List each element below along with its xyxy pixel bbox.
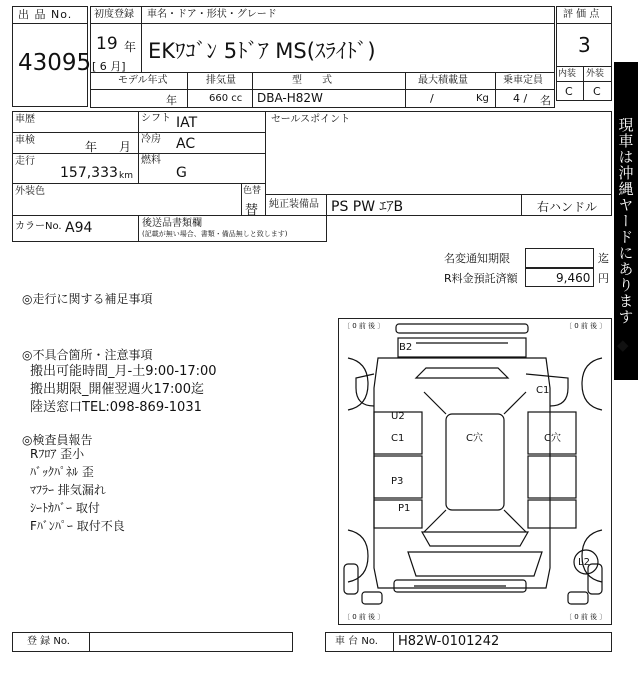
color-no-value: A94 xyxy=(65,220,93,236)
displacement: 660 cc xyxy=(209,93,243,104)
interior-label: 内装 xyxy=(558,69,577,79)
mileage-unit: km xyxy=(119,171,133,181)
capacity-label: 乗車定員 xyxy=(503,75,543,86)
aftermarket-label: 後送品書類欄 xyxy=(142,218,202,229)
reg-no-box xyxy=(89,632,293,652)
corner-label-top-right: 〔 0 前 後 〕 xyxy=(565,322,607,330)
color-no-label: カラーNo. xyxy=(15,221,62,232)
capacity: 4 / xyxy=(513,92,528,105)
corner-label-bottom-left: 〔 0 前 後 〕 xyxy=(343,613,385,621)
inspector-line: Fﾊﾞﾝﾊﾟｰ 取付不良 xyxy=(30,519,125,533)
mark-c-hole-right: C穴 xyxy=(544,433,561,444)
inspector-line: ｼｰﾄｶﾊﾞｰ 取付 xyxy=(30,501,100,515)
name-change-label: 名変通知期限 xyxy=(444,252,510,265)
recycle-unit: 円 xyxy=(598,272,609,285)
exterior-grade: C xyxy=(593,85,601,98)
first-reg-label: 初度登録 xyxy=(94,9,134,20)
corner-label-bottom-right: 〔 0 前 後 〕 xyxy=(565,613,607,621)
aftermarket-note: (記載が無い場合、書類・備品無しと致します) xyxy=(142,230,288,238)
color-change-value: 替 xyxy=(245,203,259,218)
exterior-color-label: 外装色 xyxy=(15,186,45,197)
shift-label: シフト xyxy=(141,113,171,124)
defects-line: 搬出期限_開催翌週火17:00迄 xyxy=(30,382,204,397)
lot-number: 43095 xyxy=(18,50,92,76)
reg-no-label: 登 録 No. xyxy=(27,636,70,647)
recycle-label: R料金預託済額 xyxy=(444,272,518,285)
recycle-value: 9,460 xyxy=(556,271,591,285)
first-reg-year-unit: 年 xyxy=(124,40,137,54)
max-load: / xyxy=(430,92,434,105)
ac-value: AC xyxy=(176,136,196,152)
side-notice: 現車は沖縄ヤードにあります xyxy=(616,117,635,325)
mark-l2: L2 xyxy=(578,557,590,568)
spec-divider-2 xyxy=(252,72,253,108)
exterior-label: 外装 xyxy=(586,69,605,79)
sales-point-label: セールスポイント xyxy=(271,114,351,125)
spec-divider-1 xyxy=(187,72,188,108)
max-load-label: 最大積載量 xyxy=(418,75,468,86)
capacity-unit: 名 xyxy=(540,94,551,107)
corner-label-top-left: 〔 0 前 後 〕 xyxy=(343,322,385,330)
mark-c-hole-center: C穴 xyxy=(466,433,483,444)
defects-line: 陸送窓口TEL:098-869-1031 xyxy=(30,400,202,415)
supplement-title: ◎走行に関する補足事項 xyxy=(22,292,153,306)
car-name-label: 車名・ドア・形状・グレード xyxy=(147,9,277,20)
interior-grade: C xyxy=(565,85,573,98)
equipment-label: 純正装備品 xyxy=(269,199,319,210)
shift-value: IAT xyxy=(176,115,198,131)
inspection-label: 車検 xyxy=(15,135,35,146)
mark-c1-right: C1 xyxy=(536,385,550,396)
chassis-label: 車 台 No. xyxy=(335,636,378,647)
side-notice-band xyxy=(614,62,638,380)
grade-label: 評 価 点 xyxy=(563,9,600,20)
displacement-label: 排気量 xyxy=(206,75,236,86)
chassis-no: H82W-0101242 xyxy=(398,634,500,649)
inspection-month-unit: 月 xyxy=(119,140,132,154)
car-body-diagram xyxy=(338,318,612,625)
inspector-line: ﾏﾌﾗｰ 排気漏れ xyxy=(30,483,106,497)
mark-b2: B2 xyxy=(399,342,413,353)
lot-label: 出 品 No. xyxy=(18,8,73,21)
vehicle-type: DBA-H82W xyxy=(257,91,323,105)
type-label: 型 式 xyxy=(292,75,332,86)
fuel-label: 燃料 xyxy=(141,155,161,166)
car-name: EKﾜｺﾞﾝ 5ﾄﾞｱ MS(ｽﾗｲﾄﾞ) xyxy=(148,39,376,63)
inspector-title: ◎検査員報告 xyxy=(22,433,93,447)
spec-divider-4 xyxy=(495,72,496,108)
steering-value: 右ハンドル xyxy=(537,200,598,214)
spec-divider-3 xyxy=(405,72,406,108)
mark-c1-left: C1 xyxy=(391,433,405,444)
inspector-line: Rﾌﾛｱ 歪小 xyxy=(30,447,85,461)
mileage-value: 157,333 xyxy=(60,165,118,181)
mark-p1: P1 xyxy=(398,503,411,514)
inspector-line: ﾊﾞｯｸﾊﾟﾈﾙ 歪 xyxy=(30,465,94,479)
color-change-label: 色替 xyxy=(243,186,262,196)
exterior-color-box xyxy=(12,183,242,216)
inspection-year-unit: 年 xyxy=(85,140,98,154)
history-label: 車歴 xyxy=(15,114,35,125)
mark-p3: P3 xyxy=(391,476,404,487)
defects-title: ◎不具合箇所・注意事項 xyxy=(22,348,153,362)
side-mark-bottom: ◆ xyxy=(617,336,629,354)
first-reg-month: [ 6 月] xyxy=(92,60,126,73)
ac-label: 冷房 xyxy=(141,134,161,145)
mark-u2: U2 xyxy=(391,411,405,422)
model-year-unit: 年 xyxy=(166,94,177,107)
name-change-box xyxy=(525,248,594,268)
mileage-label: 走行 xyxy=(15,156,35,167)
name-change-unit: 迄 xyxy=(598,252,609,265)
max-load-unit: Kg xyxy=(476,93,489,104)
grade-value: 3 xyxy=(578,33,591,57)
fuel-value: G xyxy=(176,165,187,181)
defects-line: 搬出可能時間_月-土9:00-17:00 xyxy=(30,364,217,379)
equipment-value: PS PW ｴｱB xyxy=(331,199,404,215)
model-year-label: モデル年式 xyxy=(118,75,168,86)
first-reg-year: 19 xyxy=(96,34,118,54)
